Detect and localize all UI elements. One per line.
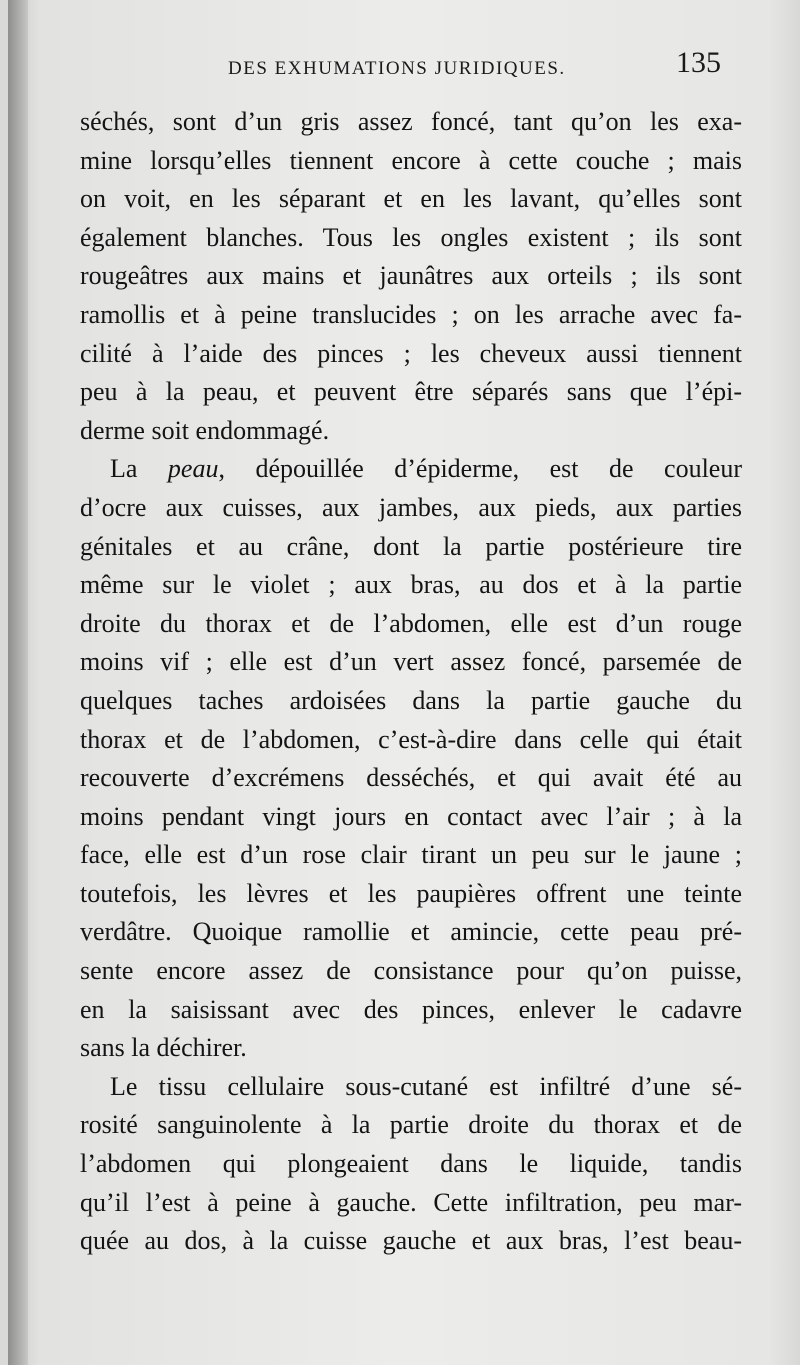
- text-line: sans la déchirer.: [80, 1033, 247, 1063]
- text-line: séchés, sont d’un gris assez foncé, tant qu’on les exa-: [80, 107, 742, 136]
- text-line: verdâtre. Quoique ramollie et amincie, cette peau pré-: [80, 917, 742, 947]
- text-line: thorax et de l’abdomen, c’est-à-dire dans celle qui était: [80, 724, 742, 754]
- running-head: DES EXHUMATIONS JURIDIQUES.: [228, 58, 566, 79]
- paragraph-first-line: [80, 450, 742, 489]
- text-line: droite du thorax et de l’abdomen, elle est d’un rouge: [80, 608, 742, 638]
- text-line: peu à la peau, et peuvent être séparés sans que l’épi-: [80, 377, 742, 407]
- text-line: ramollis et à peine translucides ; on les arrache avec fa-: [80, 299, 742, 329]
- text-line: sente encore assez de consistance pour qu’on puisse,: [80, 956, 742, 986]
- text-span: La: [110, 454, 168, 484]
- text-line: quelques taches ardoisées dans la partie gauche du: [80, 685, 742, 715]
- paragraph-first-line: Le tissu cellulaire sous-cutané est infiltré d’une sé-: [110, 1071, 742, 1101]
- page-number: 135: [676, 46, 721, 79]
- text-line: l’abdomen qui plongeaient dans le liquide, tandis: [80, 1149, 742, 1179]
- text-line: qu’il l’est à peine à gauche. Cette infiltration, peu mar-: [80, 1187, 742, 1217]
- page-gutter: [8, 0, 28, 1365]
- text-line: même sur le violet ; aux bras, au dos et à la partie: [80, 570, 742, 600]
- text-line: moins vif ; elle est d’un vert assez foncé, parsemée de: [80, 647, 742, 677]
- text-line: toutefois, les lèvres et les paupières offrent une teinte: [80, 878, 742, 908]
- text-line: face, elle est d’un rose clair tirant un peu sur le jaune ;: [80, 840, 742, 870]
- text-line: cilité à l’aide des pinces ; les cheveux aussi tiennent: [80, 338, 742, 368]
- text-line: moins pendant vingt jours en contact avec l’air ; à la: [80, 801, 742, 831]
- text-line: quée au dos, à la cuisse gauche et aux bras, l’est beau-: [80, 1226, 742, 1256]
- text-line: rosité sanguinolente à la partie droite du thorax et de: [80, 1110, 742, 1140]
- text-line: en la saisissant avec des pinces, enlever le cadavre: [80, 994, 742, 1024]
- text-line: également blanches. Tous les ongles existent ; ils sont: [80, 222, 742, 252]
- text-line: derme soit endommagé.: [80, 415, 330, 445]
- text-line: recouverte d’excrémens desséchés, et qui avait été au: [80, 763, 742, 793]
- italic-term: peau: [167, 454, 219, 484]
- text-span: , dépouillée d’épiderme, est de couleur: [218, 454, 742, 484]
- text-line: génitales et au crâne, dont la partie postérieure tire: [80, 531, 742, 561]
- book-page: [8, 0, 800, 1365]
- text-line: mine lorsqu’elles tiennent encore à cette couche ; mais: [80, 145, 742, 175]
- body-text: [80, 103, 742, 1261]
- text-line: on voit, en les séparant et en les lavant, qu’elles sont: [80, 184, 742, 214]
- text-line: rougeâtres aux mains et jaunâtres aux orteils ; ils sont: [80, 261, 742, 291]
- text-line: d’ocre aux cuisses, aux jambes, aux pieds, aux parties: [80, 492, 742, 522]
